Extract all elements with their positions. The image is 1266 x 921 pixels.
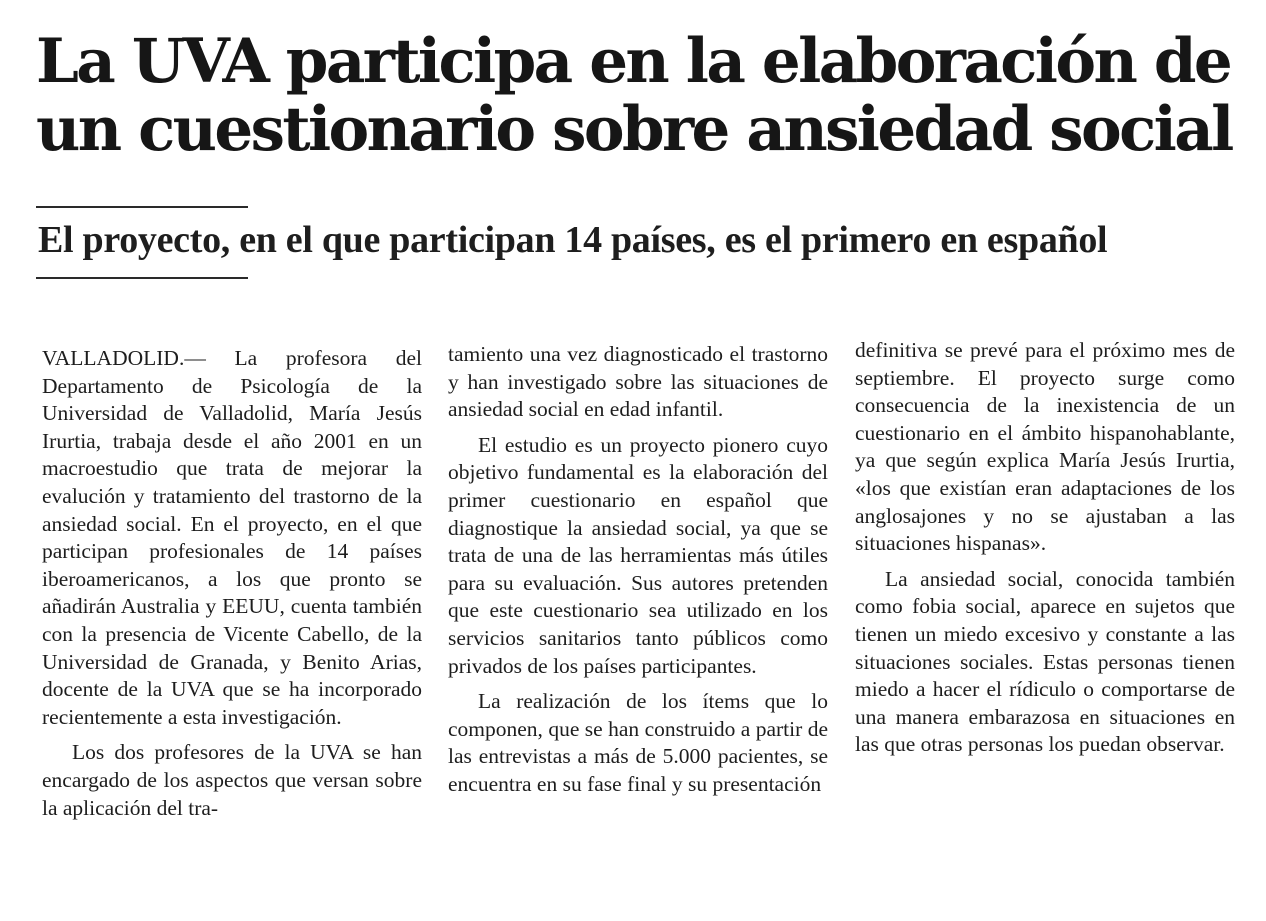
- subtitle-rule-top: [36, 206, 248, 208]
- paragraph: tamiento una vez diagnosticado el trastorno y han investigado sobre las situaciones de ansiedad social en edad infantil.: [448, 342, 828, 422]
- headline-line-2: un cuestionario sobre ansiedad social: [36, 94, 1232, 165]
- paragraph-text: La profesora del Departamento de Psicología de la Universidad de Valladolid, María Jesús Irurtia, trabaja desde el año 2001 en un macroestudio que trata de mejorar la evalución y tratamiento del trastorno de la ansiedad social. En el proyecto, en el que participan profesionales de 14 países iberoamericanos, a los que pronto se añadirán Australia y EEUU, cuenta también con la presencia de Vicente Cabello, de la Universidad de Granada, y Benito Arias, docente de la UVA que se ha incorporado recientemente a esta investigación.: [42, 346, 423, 729]
- paragraph: definitiva se prevé para el próximo mes de septiembre. El proyecto surge como consecuencia de la inexistencia de un cuestionario en el ámbito hispanohablante, ya que según explica María Jesús Irurtia, «los que existían eran adaptaciones de los anglosajones y no se ajustaban a las situaciones hispanas».: [855, 338, 1235, 556]
- subtitle-rule-bottom: [36, 277, 248, 279]
- dateline: VALLADOLID.—: [42, 346, 206, 370]
- headline: [36, 28, 1236, 164]
- article-column-2: [448, 341, 828, 799]
- paragraph: Los dos profesores de la UVA se han encargado de los aspectos que versan sobre la aplicación del tra-: [42, 740, 422, 820]
- paragraph: El estudio es un proyecto pionero cuyo objetivo fundamental es la elaboración del primer cuestionario en español que diagnostique la ansiedad social, ya que se trata de una de las herramientas más útiles para su evaluación. Sus autores pretenden que este cuestionario sea utilizado en los servicios sanitarios tanto públicos como privados de los países participantes.: [448, 432, 828, 678]
- paragraph: [42, 345, 422, 731]
- headline-line-1: La UVA participa en la elaboración de: [36, 26, 1231, 97]
- subtitle: El proyecto, en el que participan 14 países, es el primero en español: [38, 219, 1108, 261]
- article-column-1: [42, 345, 422, 822]
- paragraph: La ansiedad social, conocida también como fobia social, aparece en sujetos que tienen un miedo excesivo y constante a las situaciones sociales. Estas personas tienen miedo a hacer el rídiculo o comportarse de una manera embarazosa en situaciones en las que otras personas los puedan observar.: [855, 566, 1235, 757]
- article-column-3: [855, 337, 1235, 759]
- paragraph: La realización de los ítems que lo componen, que se han construido a partir de las entrevistas a más de 5.000 pacientes, se encuentra en su fase final y su presentación: [448, 689, 828, 796]
